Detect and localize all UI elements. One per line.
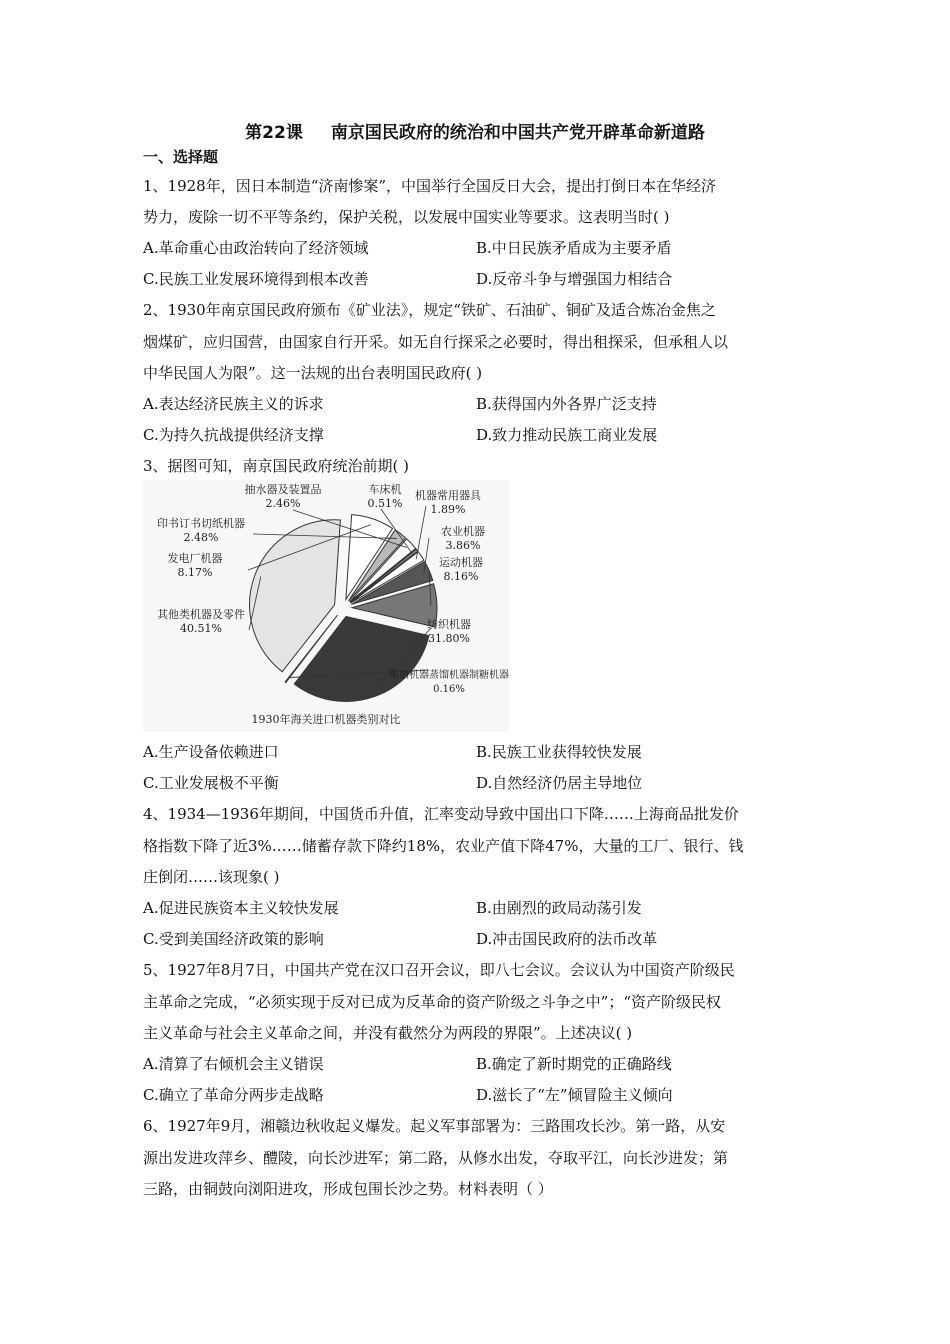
question-6-line-2: 源出发进攻萍乡、醴陵，向长沙进军；第二路，从修水出发，夺取平江，向长沙进发；第 [143,1149,729,1167]
question-1-line-2: 势力，废除一切不平等条约，保护关税，以发展中国实业等要求。这表明当时( ) [143,208,670,226]
slice-value-label: 1.89% [430,503,466,516]
lesson-number: 第22课 [245,123,303,143]
slice-value-label: 40.51% [180,622,222,635]
question-4-option-d: D.冲击国民政府的法币改革 [476,930,658,948]
question-5-option-c: C.确立了革命分两步走战略 [143,1086,324,1104]
question-2-option-c: C.为持久抗战提供经济支撑 [143,426,324,444]
question-4-option-a: A.促进民族资本主义较快发展 [143,899,339,917]
slice-label: 酿酒机器蒸馏机器制糖机器 [389,670,509,681]
question-1-option-c: C.民族工业发展环境得到根本改善 [143,270,369,288]
slice-label: 纺织机器 [427,618,471,631]
question-5-line-2: 主革命之完成，“必须实现于反对已成为反革命的资产阶级之斗争之中”；“资产阶级民权 [143,993,722,1011]
question-5-line-1: 5、1927年8月7日，中国共产党在汉口召开会议，即八七会议。会议认为中国资产阶级民 [143,961,735,979]
lesson-title [0,118,950,143]
slice-label: 抽水器及装置品 [244,483,322,496]
question-1-option-b: B.中日民族矛盾成为主要矛盾 [476,239,672,257]
question-2-option-a: A.表达经济民族主义的诉求 [143,395,324,413]
question-2-option-b: B.获得国内外各界广泛支持 [476,395,657,413]
question-4-option-b: B.由剧烈的政局动荡引发 [476,899,642,917]
question-3-option-c: C.工业发展极不平衡 [143,774,279,792]
slice-value-label: 2.48% [183,531,219,544]
question-2-line-3: 中华民国人为限”。这一法规的出台表明国民政府( ) [143,364,483,382]
chart-title: 1930年海关进口机器类别对比 [251,713,401,726]
question-3-option-d: D.自然经济仍居主导地位 [476,774,643,792]
question-1-option-a: A.革命重心由政治转向了经济领域 [143,239,369,257]
question-2-line-2: 烟煤矿，应归国营，由国家自行开采。如无自行探采之必要时，得出租探采，但承租人以 [143,333,729,351]
slice-label: 农业机器 [441,525,485,538]
question-1-option-d: D.反帝斗争与增强国力相结合 [476,270,673,288]
question-4-line-3: 庄倒闭……该现象( ) [143,868,280,886]
question-3-option-b: B.民族工业获得较快发展 [476,743,642,761]
question-3-line-1: 3、据图可知，南京国民政府统治前期( ) [143,457,410,475]
question-4-line-2: 格指数下降了近3%……储蓄存款下降约18%，农业产值下降47%，大量的工厂、银行、钱 [143,837,744,855]
lesson-name: 南京国民政府的统治和中国共产党开辟革命新道路 [330,123,705,143]
slice-value-label: 8.17% [177,566,213,579]
slice-label: 印书订书切纸机器 [157,517,245,530]
pie-chart [143,480,509,732]
question-2-line-1: 2、1930年南京国民政府颁布《矿业法》，规定“铁矿、石油矿、铜矿及适合炼冶金焦之 [143,301,716,319]
question-2-option-d: D.致力推动民族工商业发展 [476,426,658,444]
slice-label: 发电厂机器 [167,552,223,565]
question-6-line-1: 6、1927年9月，湘赣边秋收起义爆发。起义军事部署为：三路围攻长沙。第一路，从安 [143,1117,726,1135]
slice-value-label: 3.86% [445,539,481,552]
slice-label: 运动机器 [439,556,483,569]
slice-label: 车床机 [368,483,402,496]
question-6-line-3: 三路，由铜鼓向浏阳进攻，形成包围长沙之势。材料表明（ ） [143,1180,553,1198]
slice-value-label: 31.80% [428,632,470,645]
slice-value-label: 0.16% [433,684,465,695]
slice-value-label: 0.51% [367,497,403,510]
slice-label: 机器常用器具 [415,489,481,502]
question-5-option-d: D.滋长了“左”倾冒险主义倾向 [476,1086,673,1104]
section-heading: 一、选择题 [143,148,219,166]
slice-value-label: 2.46% [265,497,301,510]
question-4-option-c: C.受到美国经济政策的影响 [143,930,324,948]
pie-chart-figure [143,480,509,732]
question-4-line-1: 4、1934—1936年期间，中国货币升值，汇率变动导致中国出口下降……上海商品批发价 [143,805,739,823]
slice-label: 其他类机器及零件 [157,608,245,621]
question-5-option-b: B.确定了新时期党的正确路线 [476,1055,672,1073]
question-3-option-a: A.生产设备依赖进口 [143,743,279,761]
question-1-line-1: 1、1928年，因日本制造“济南惨案”，中国举行全国反日大会，提出打倒日本在华经济 [143,177,717,195]
question-5-option-a: A.清算了右倾机会主义错误 [143,1055,324,1073]
question-5-line-3: 主义革命与社会主义革命之间，并没有截然分为两段的界限”。上述决议( ) [143,1024,633,1042]
slice-value-label: 8.16% [443,570,479,583]
